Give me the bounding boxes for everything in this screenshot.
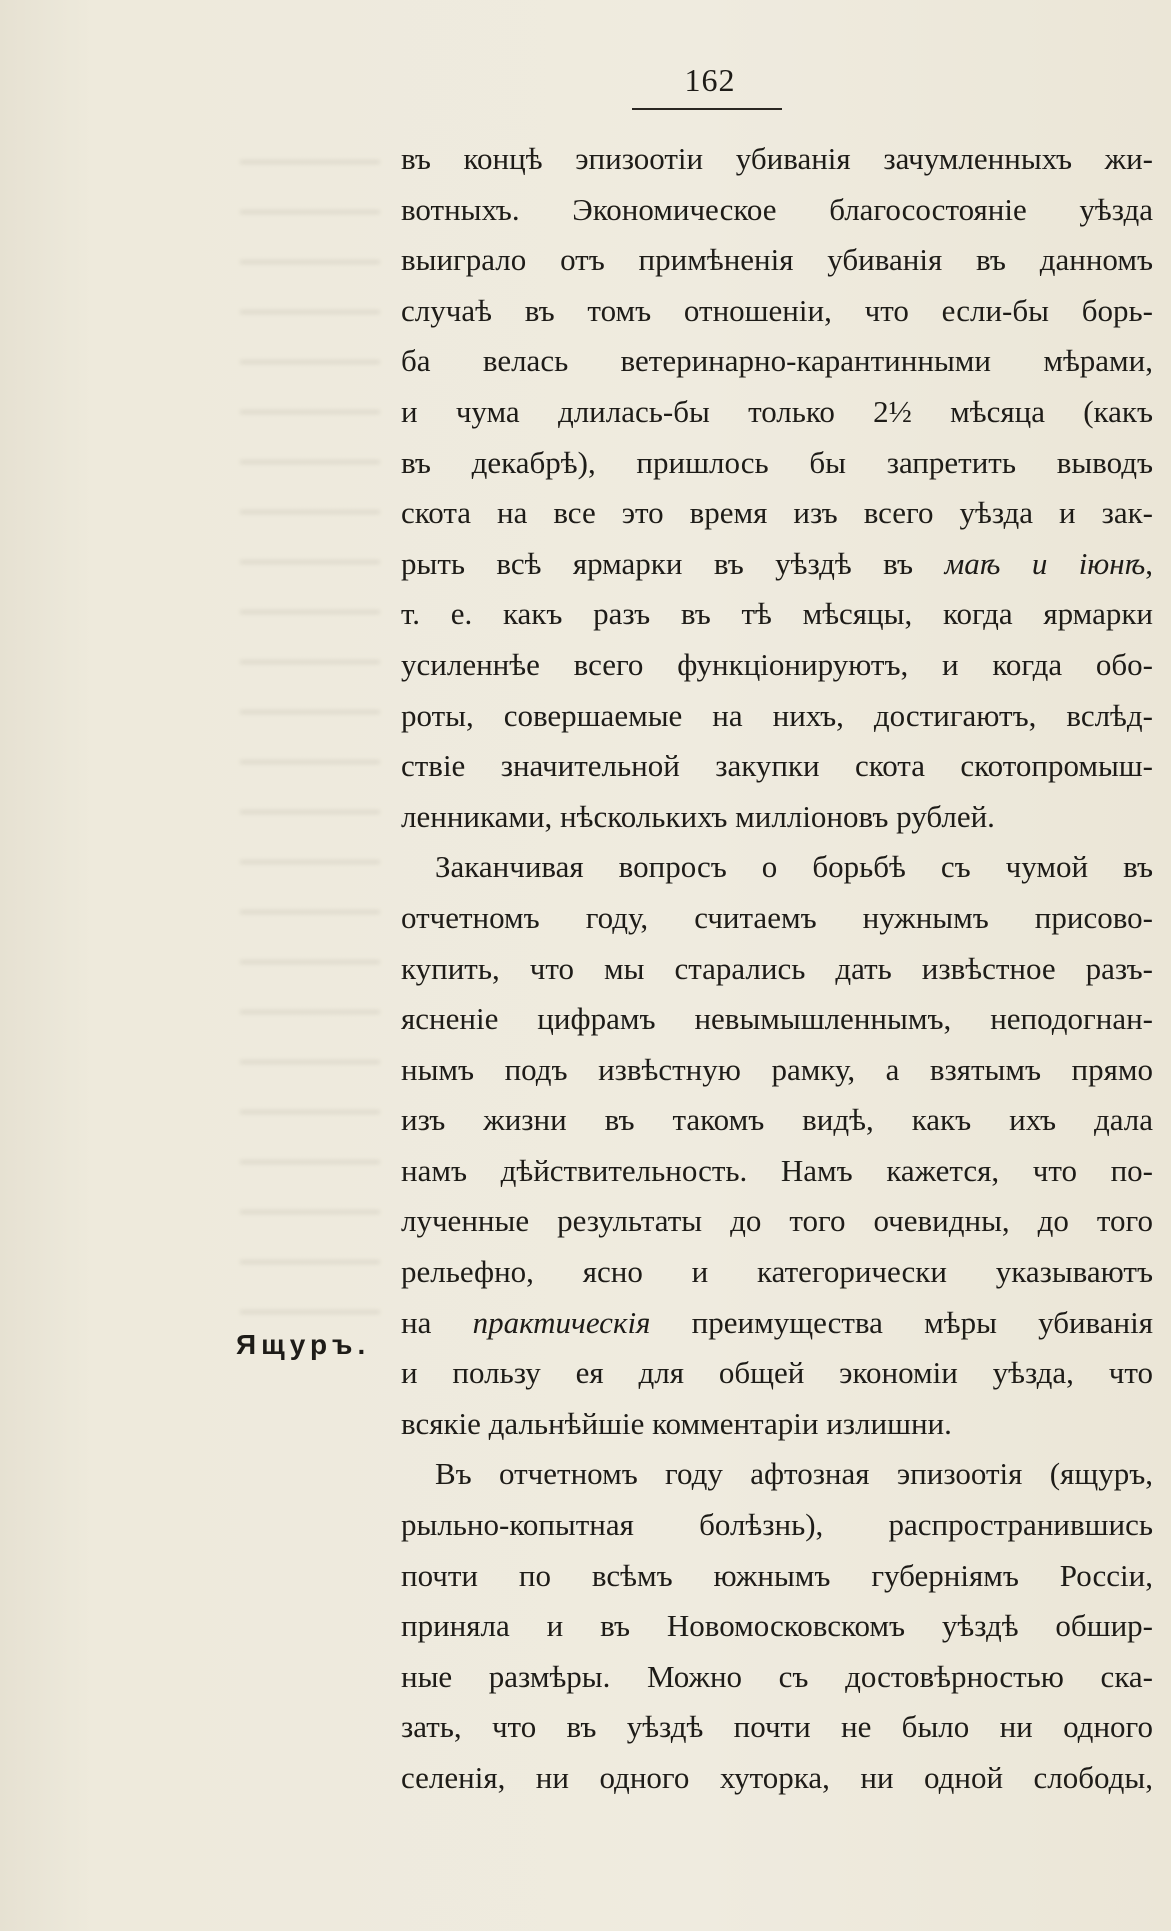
- bleed-through-shadow: [240, 130, 380, 1330]
- text-line: почти по всѣмъ южнымъ губерніямъ Россіи,: [401, 1557, 1153, 1593]
- text-segment: рыть всѣ ярмарки въ уѣздѣ въ: [401, 545, 945, 581]
- text-line: рельефно, ясно и категорически указываютъ: [401, 1254, 1153, 1290]
- italic-segment: практическія: [472, 1304, 651, 1340]
- margin-heading: Ящуръ.: [236, 1329, 371, 1360]
- italic-segment: маѣ и іюнѣ: [944, 545, 1146, 581]
- text-line: рыльно-копытная болѣзнь), распространившись: [401, 1507, 1153, 1543]
- text-line: приняла и въ Новомосковскомъ уѣздѣ обшир-: [401, 1608, 1153, 1644]
- text-line: Въ отчетномъ году афтозная эпизоотія (ящуръ,: [435, 1456, 1153, 1492]
- text-line: роты, совершаемые на нихъ, достигаютъ, вслѣд-: [401, 697, 1153, 733]
- text-line: намъ дѣйствительность. Намъ кажется, что по-: [401, 1152, 1153, 1188]
- text-line: т. е. какъ разъ въ тѣ мѣсяцы, когда ярмарки: [401, 596, 1153, 632]
- text-line: отчетномъ году, считаемъ нужнымъ присово-: [401, 899, 1153, 935]
- text-line: и чума длилась-бы только 2½ мѣсяца (какъ: [401, 393, 1153, 429]
- text-line: зать, что въ уѣздѣ почти не было ни одного: [401, 1709, 1153, 1745]
- text-line: ствіе значительной закупки скота скотопромыш-: [401, 748, 1153, 784]
- text-line: скота на все это время изъ всего уѣзда и зак-: [401, 495, 1153, 531]
- page-number-rule: [632, 108, 782, 110]
- text-segment: на: [401, 1304, 473, 1340]
- text-line: выиграло отъ примѣненія убиванія въ данномъ: [401, 242, 1153, 278]
- text-segment: преимущества мѣры убиванія: [650, 1304, 1153, 1340]
- text-line: купить, что мы старались дать извѣстное разъ-: [401, 950, 1153, 986]
- text-line: [401, 539, 1153, 590]
- text-line: изъ жизни въ такомъ видѣ, какъ ихъ дала: [401, 1102, 1153, 1138]
- text-segment: ,: [1145, 545, 1153, 581]
- page-number: 162: [684, 62, 736, 98]
- text-line: ясненіе цифрамъ невымышленнымъ, неподогнан-: [401, 1001, 1153, 1037]
- text-line: усиленнѣе всего функціонируютъ, и когда обо-: [401, 646, 1153, 682]
- text-line: ные размѣры. Можно съ достовѣрностью ска-: [401, 1658, 1153, 1694]
- text-line: лученные результаты до того очевидны, до того: [401, 1203, 1153, 1239]
- text-line: въ концѣ эпизоотіи убиванія зачумленныхъ жи-: [401, 141, 1153, 176]
- body-text: [401, 134, 1153, 1804]
- text-line: Заканчивая вопросъ о борьбѣ съ чумой въ: [435, 849, 1153, 885]
- text-line: селенія, ни одного хуторка, ни одной слободы,: [401, 1760, 1153, 1795]
- text-line: случаѣ въ томъ отношеніи, что если-бы борь-: [401, 292, 1153, 328]
- text-line: въ декабрѣ), пришлось бы запретить выводъ: [401, 444, 1153, 480]
- text-line: ба велась ветеринарно-карантинными мѣрами,: [401, 343, 1153, 379]
- text-line: [401, 1298, 1153, 1349]
- text-line: вотныхъ. Экономическое благосостояніе уѣзда: [401, 191, 1153, 227]
- text-line: ленниками, нѣсколькихъ милліоновъ рублей.: [401, 798, 995, 834]
- text-line: всякіе дальнѣйшіе комментаріи излишни.: [401, 1405, 952, 1441]
- text-line: и пользу ея для общей экономіи уѣзда, что: [401, 1355, 1153, 1391]
- text-line: нымъ подъ извѣстную рамку, а взятымъ прямо: [401, 1051, 1153, 1087]
